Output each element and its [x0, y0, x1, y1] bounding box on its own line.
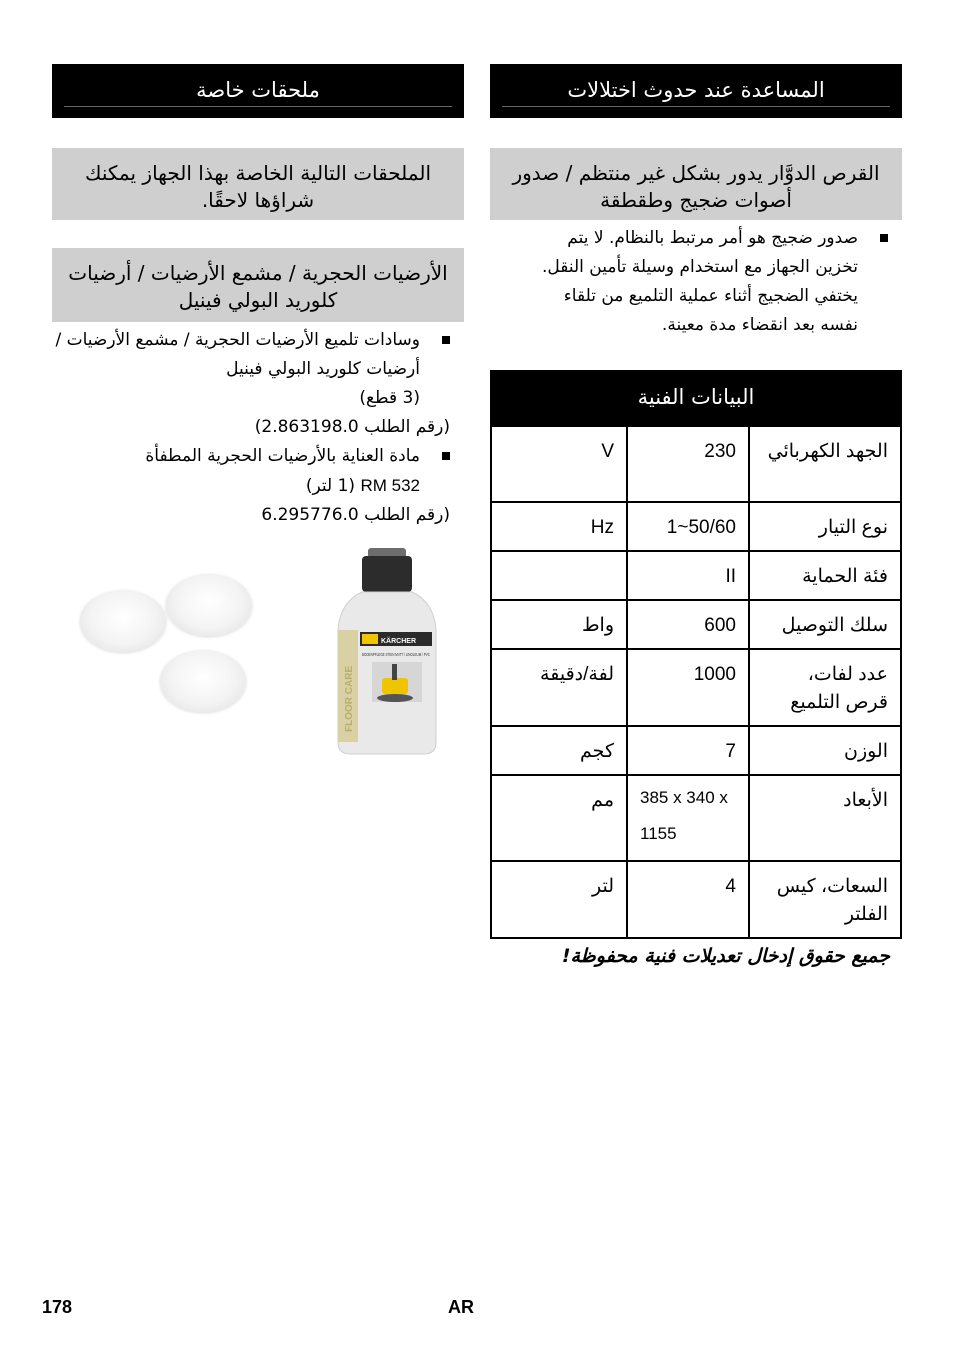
table-row [491, 726, 901, 775]
pad-description: وسادات تلميع الأرضيات الحجرية / مشمع الأرضيات / أرضيات كلوريد البولي فينيل [55, 330, 420, 379]
header-rule [502, 106, 890, 107]
tech-data-header [490, 370, 902, 425]
floor-category-box: الأرضيات الحجرية / مشمع الأرضيات / أرضيات كلوريد البولي فينيل [52, 248, 464, 322]
spec-value: 7 [627, 726, 749, 775]
problem-box: القرص الدوَّار يدور بشكل غير منتظم / صدور أصوات ضجيج وطقطقة [490, 148, 902, 220]
table-row [491, 426, 901, 502]
accessories-intro-box: الملحقات التالية الخاصة بهذا الجهاز يمكنك شراؤها لاحقًا. [52, 148, 464, 220]
spec-value: 600 [627, 600, 749, 649]
spec-unit: لتر [491, 861, 627, 938]
care-agent-code: RM 532 [360, 476, 420, 495]
problem-remedy-list [490, 224, 902, 340]
spec-label: الأبعاد [749, 775, 901, 861]
accessories-header [52, 64, 464, 118]
spec-unit: V [491, 426, 627, 502]
bullet-square-icon [442, 336, 450, 344]
troubleshooting-header [490, 64, 902, 118]
table-row [491, 502, 901, 551]
header-rule [64, 106, 452, 107]
remedy-text: صدور ضجيج هو أمر مرتبط بالنظام. لا يتم تخزين الجهاز مع استخدام وسيلة تأمين النقل. يختفي الضجيج أثناء عملية التلميع من تلقاء نفسه بعد انقضاء مدة معينة. [541, 228, 858, 335]
spec-label: نوع التيار [749, 502, 901, 551]
bottle-brand-label: KÄRCHER [381, 638, 416, 645]
bottle-product-text: BODENPFLEGE STEIN MATT / LINOLEUM / PVC [362, 652, 430, 657]
care-agent-quantity: (1 لتر) [305, 476, 356, 496]
spec-label: السعات، كيس الفلتر [749, 861, 901, 938]
spec-unit: كجم [491, 726, 627, 775]
pad-order-number: (رقم الطلب 2.863198.0) [254, 417, 450, 437]
spec-value: 1~50/60 [627, 502, 749, 551]
spec-value: 230 [627, 426, 749, 502]
spec-unit: لفة/دقيقة [491, 649, 627, 726]
spec-value: 1000 [627, 649, 749, 726]
care-agent-order-number: (رقم الطلب 6.295776.0 [261, 505, 450, 525]
list-item [52, 442, 464, 501]
table-row [491, 861, 901, 938]
spec-unit: مم [491, 775, 627, 861]
table-row [491, 649, 901, 726]
bullet-square-icon [880, 234, 888, 242]
pad-quantity: (3 قطع) [359, 388, 420, 408]
accessories-title: ملحقات خاصة [196, 78, 320, 102]
care-agent-description: مادة العناية بالأرضيات الحجرية المطفأة [145, 446, 420, 466]
table-row [491, 600, 901, 649]
polishing-pad-image [166, 574, 252, 636]
polishing-pad-image [160, 650, 246, 712]
spec-value: 385 x 340 x 1155 [627, 775, 749, 861]
spec-unit [491, 551, 627, 600]
spec-unit: Hz [491, 502, 627, 551]
spec-unit: واط [491, 600, 627, 649]
list-item [530, 224, 902, 340]
spec-label: عدد لفات، قرص التلميع [749, 649, 901, 726]
spec-value: 4 [627, 861, 749, 938]
troubleshooting-title: المساعدة عند حدوث اختلالات [567, 78, 825, 102]
left-column [52, 64, 464, 530]
table-row [491, 775, 901, 861]
language-code: AR [448, 1297, 474, 1317]
spec-label: فئة الحماية [749, 551, 901, 600]
tech-data-title: البيانات الفنية [637, 385, 755, 409]
tech-data-table [490, 425, 902, 939]
technical-changes-note: جميع حقوق إدخال تعديلات فنية محفوظة! [561, 945, 890, 967]
bullet-square-icon [442, 452, 450, 460]
spec-label: الجهد الكهربائي [749, 426, 901, 502]
spec-label: الوزن [749, 726, 901, 775]
page-number: 178 [42, 1297, 73, 1317]
table-row [491, 551, 901, 600]
accessory-list [52, 326, 464, 530]
list-item [52, 326, 464, 413]
care-bottle-image [332, 546, 442, 758]
accessory-product-image [52, 540, 464, 760]
spec-value: II [627, 551, 749, 600]
polishing-pad-image [80, 590, 166, 652]
spec-label: سلك التوصيل [749, 600, 901, 649]
bottle-side-label: FLOOR CARE [344, 665, 355, 732]
right-column [490, 64, 902, 967]
